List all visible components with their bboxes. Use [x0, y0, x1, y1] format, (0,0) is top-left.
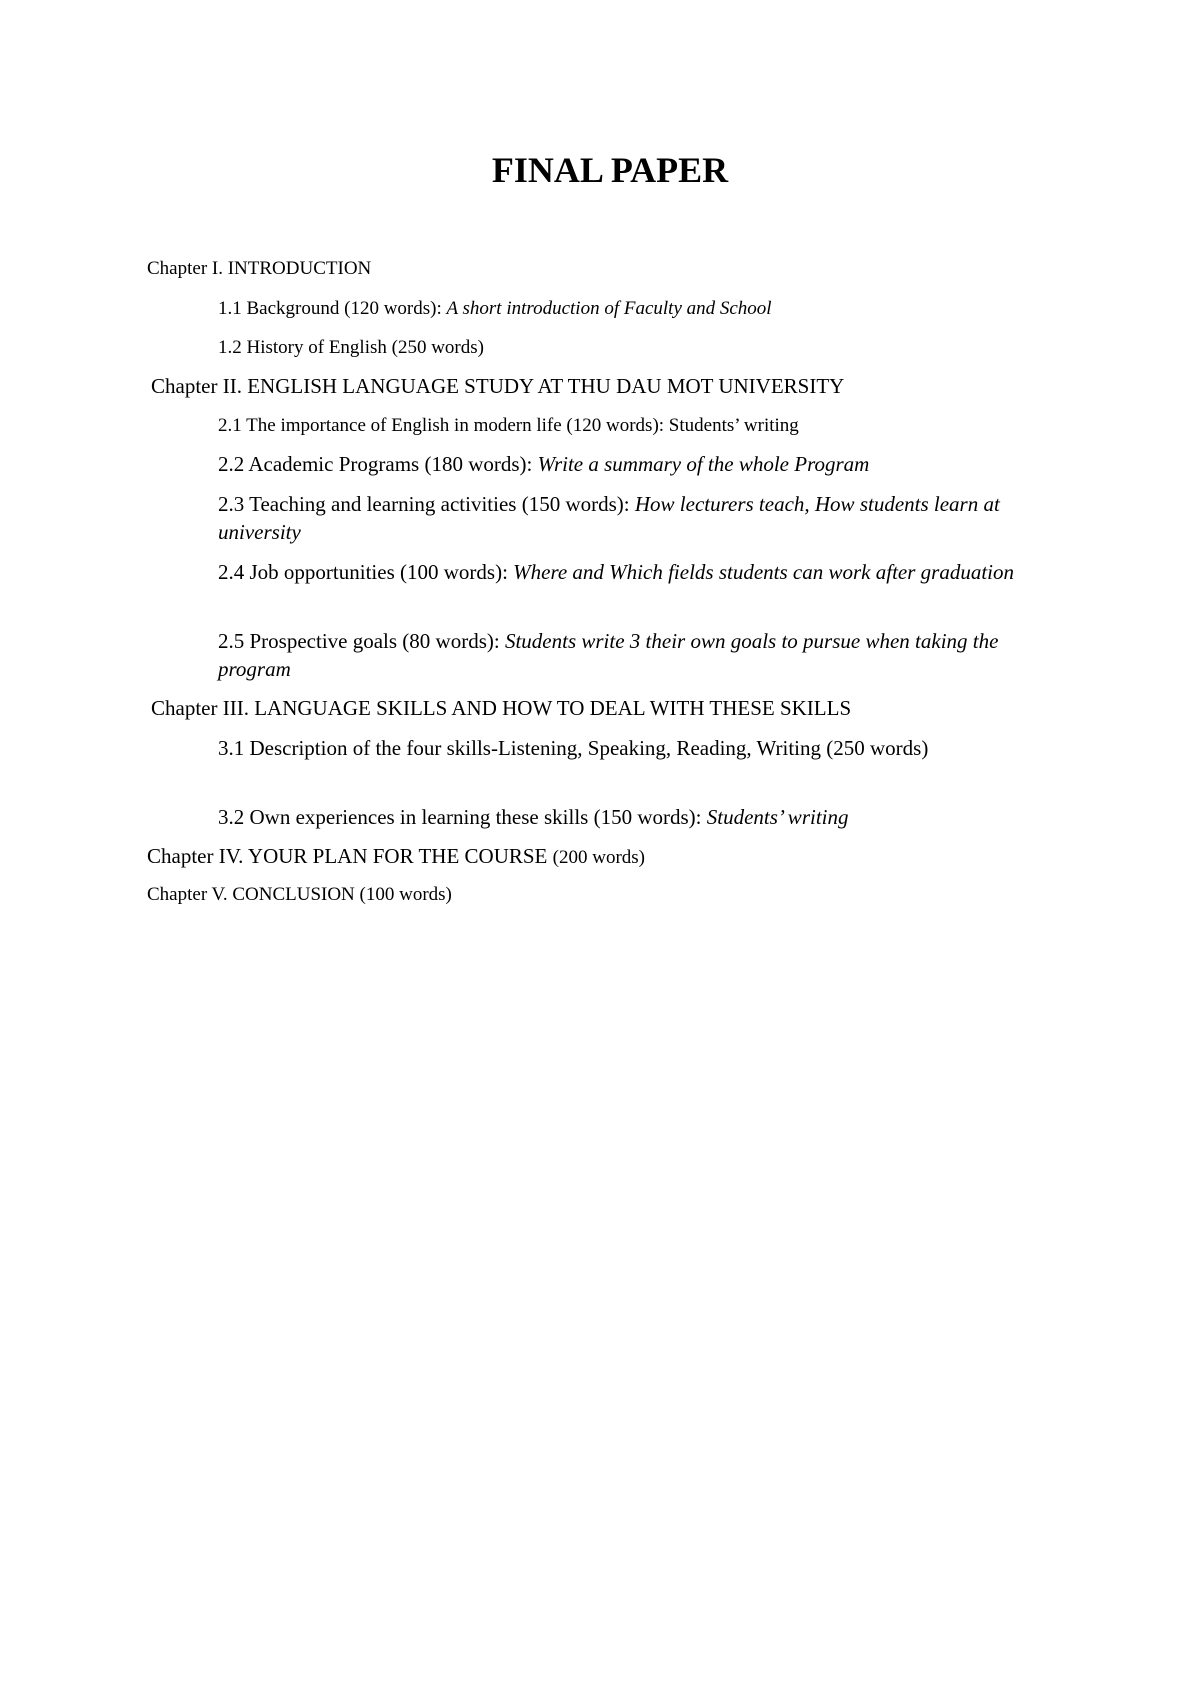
section-3-1-text: 3.1 Description of the four skills-Listening, Speaking, Reading, Writing (250 words) [218, 736, 929, 760]
section-1-1-description: A short introduction of Faculty and School [446, 298, 772, 319]
chapter-3-heading-text: Chapter III. LANGUAGE SKILLS AND HOW TO DEAL WITH THESE SKILLS [151, 696, 852, 720]
section-1-2-text: 1.2 History of English (250 words) [218, 337, 484, 358]
chapter-5-heading-text: Chapter V. CONCLUSION (100 words) [147, 884, 452, 905]
section-3-2-description: Students’ writing [706, 805, 849, 829]
section-2-2-description: Write a summary of the whole Program [537, 452, 870, 476]
section-2-2-text: 2.2 Academic Programs (180 words): [218, 452, 538, 476]
section-2-5 [218, 627, 1068, 683]
section-2-4-text: 2.4 Job opportunities (100 words): [218, 560, 514, 584]
chapter-2-heading [151, 372, 844, 400]
section-2-3-description: How lecturers teach, How students learn at university [218, 492, 1000, 544]
section-2-3-text: 2.3 Teaching and learning activities (150 words): [218, 492, 635, 516]
section-1-1 [218, 295, 772, 323]
section-3-2 [218, 803, 849, 831]
section-3-1 [218, 734, 1068, 762]
section-2-1-text: 2.1 The importance of English in modern life (120 words): Students’ writing [218, 415, 799, 436]
chapter-1-heading [147, 255, 371, 283]
chapter-5-heading [147, 881, 452, 909]
chapter-4-heading-text: Chapter IV. YOUR PLAN FOR THE COURSE [147, 844, 553, 868]
section-3-2-text: 3.2 Own experiences in learning these skills (150 words): [218, 805, 707, 829]
section-2-2 [218, 450, 869, 478]
section-2-4-description: Where and Which fields students can work after graduation [513, 560, 1014, 584]
section-2-5-text: 2.5 Prospective goals (80 words): [218, 629, 505, 653]
section-1-2 [218, 334, 484, 362]
chapter-4-heading [147, 842, 645, 872]
section-2-4 [218, 558, 1068, 586]
chapter-2-heading-text: Chapter II. ENGLISH LANGUAGE STUDY AT THU DAU MOT UNIVERSITY [151, 374, 845, 398]
section-2-1 [218, 412, 799, 440]
chapter-1-heading-text: Chapter I. INTRODUCTION [147, 258, 372, 279]
chapter-3-heading [151, 694, 851, 722]
section-2-3 [218, 490, 1068, 546]
section-2-5-description: Students write 3 their own goals to pursue when taking the program [218, 629, 999, 681]
document-title: FINAL PAPER [491, 150, 729, 190]
section-1-1-text: 1.1 Background (120 words): [218, 298, 447, 319]
chapter-4-word-count: (200 words) [552, 847, 645, 868]
